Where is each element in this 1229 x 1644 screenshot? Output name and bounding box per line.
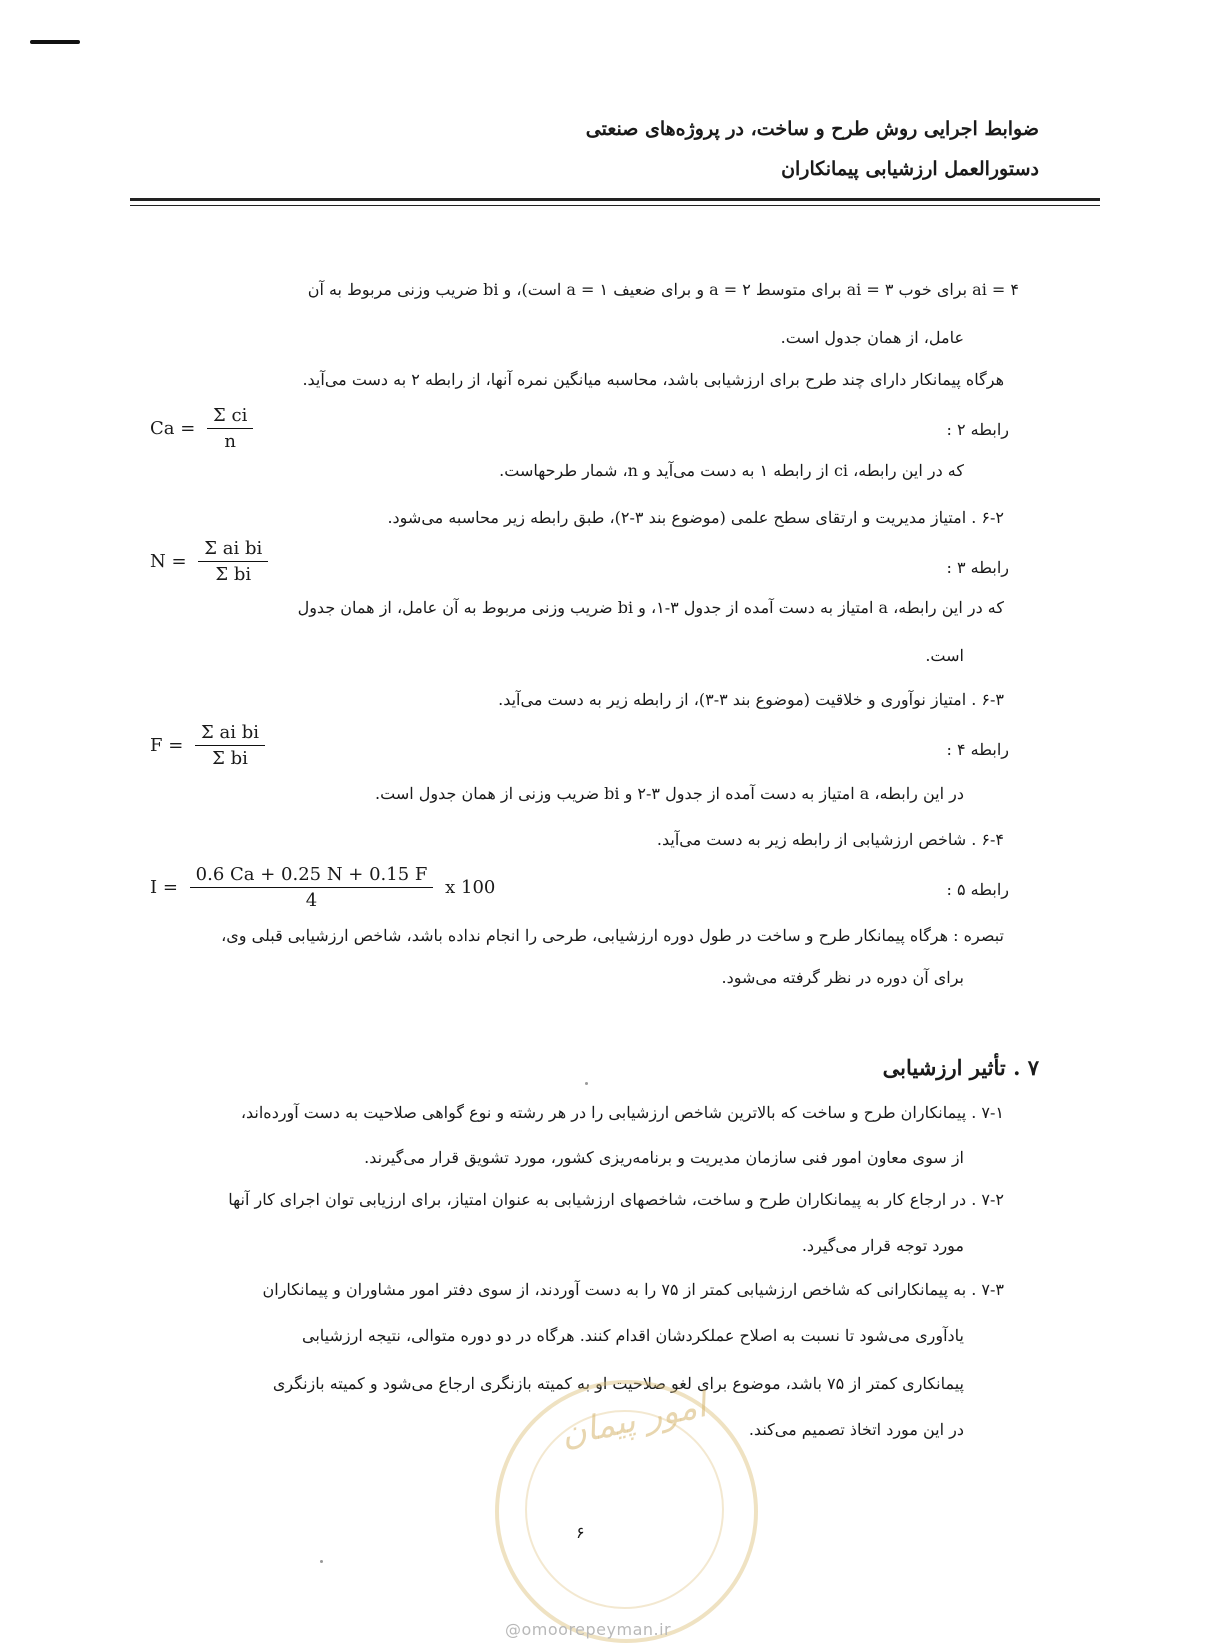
speck [585, 1082, 588, 1085]
section-7-2-line: ۷-۲ . در ارجاع کار به پیمانکاران طرح و ساخت، شاخصهای ارزشیابی به عنوان امتیاز، برای ارزیابی توان اجرای کار آنها [228, 1190, 1004, 1209]
paragraph-line: که در این رابطه، a امتیاز به دست آمده از جدول ۳-۱، و bi ضریب وزنی مربوط به آن عامل، از همان جدول [297, 598, 1004, 617]
section-7-3-line: پیمانکاری کمتر از ۷۵ باشد، موضوع برای لغو صلاحیت او به کمیته بازنگری ارجاع می‌شود و کمیته بازنگری [272, 1374, 964, 1393]
paragraph-line: ۴ = ai برای خوب ۳ = ai برای متوسط ۲ = a و برای ضعیف ۱ = a است)، و bi ضریب وزنی مربوط به آن [307, 280, 1019, 299]
header-subtitle: دستورالعمل ارزشیابی پیمانکاران [781, 158, 1039, 180]
relation-3-label: رابطه ۳ : [946, 558, 1009, 577]
relation-2-label: رابطه ۲ : [946, 420, 1009, 439]
paragraph: هرگاه پیمانکار دارای چند طرح برای ارزشیابی باشد، محاسبه میانگین نمره آنها، از رابطه ۲ به دست می‌آید. [302, 370, 1004, 389]
relation-4-label: رابطه ۴ : [946, 740, 1009, 759]
formula-5 [150, 864, 501, 911]
section-7-1-line: از سوی معاون امور فنی سازمان مدیریت و برنامه‌ریزی کشور، مورد تشویق قرار می‌گیرند. [364, 1148, 964, 1167]
formula-3-numerator: Σ ai bi [198, 538, 268, 562]
formula-2-denominator: n [224, 431, 236, 452]
watermark-text: امور پیمان [557, 1385, 710, 1455]
formula-5-lhs: I = [150, 877, 178, 898]
paragraph-line: عامل، از همان جدول است. [780, 328, 964, 347]
section-7-3-line: در این مورد اتخاذ تصمیم می‌کند. [748, 1420, 964, 1439]
formula-2-lhs: Ca = [150, 418, 196, 439]
section-7-3-line: یادآوری می‌شود تا نسبت به اصلاح عملکردشان اقدام کنند. هرگاه در دو دوره متوالی، نتیجه ارزشیابی [301, 1326, 964, 1345]
formula-5-tail: x 100 [445, 877, 496, 898]
section-7-heading: ۷ . تأثیر ارزشیابی [882, 1055, 1039, 1080]
paragraph: در این رابطه، a امتیاز به دست آمده از جدول ۳-۲ و bi ضریب وزنی از همان جدول است. [375, 784, 964, 803]
section-7-1-line: ۷-۱ . پیمانکاران طرح و ساخت که بالاترین شاخص ارزشیابی را در هر رشته و نوع گواهی صلاحیت به دست آورده‌اند، [240, 1103, 1004, 1122]
note-line: برای آن دوره در نظر گرفته می‌شود. [721, 968, 964, 987]
paragraph: که در این رابطه، ci از رابطه ۱ به دست می‌آید و n، شمار طرحهاست. [499, 461, 964, 480]
section-7-3-line: ۷-۳ . به پیمانکارانی که شاخص ارزشیابی کمتر از ۷۵ را به دست آوردند، از سوی دفتر امور مشاوران و پیمانکاران [262, 1280, 1004, 1299]
scan-mark [30, 40, 80, 44]
note-line: تبصره : هرگاه پیمانکار طرح و ساخت در طول دوره ارزشیابی، طرحی را انجام نداده باشد، شاخص ارزشیابی قبلی وی، [221, 926, 1004, 945]
formula-4-numerator: Σ ai bi [195, 722, 265, 746]
relation-5-label: رابطه ۵ : [946, 880, 1009, 899]
formula-3-lhs: N = [150, 551, 187, 572]
section-7-2-line: مورد توجه قرار می‌گیرد. [801, 1236, 964, 1255]
page-number: ۶ [576, 1523, 585, 1542]
header-title: ضوابط اجرایی روش طرح و ساخت، در پروژه‌های صنعتی [585, 118, 1039, 140]
header-rule-thick [130, 198, 1100, 201]
footer-url: @omoorepeyman.ir [505, 1620, 672, 1639]
formula-3 [150, 538, 268, 585]
formula-2 [150, 405, 253, 452]
formula-5-numerator: 0.6 Ca + 0.25 N + 0.15 F [190, 864, 434, 888]
section-6-2: ۶-۲ . امتیاز مدیریت و ارتقای سطح علمی (موضوع بند ۳-۲)، طبق رابطه زیر محاسبه می‌شود. [387, 508, 1004, 527]
formula-4-lhs: F = [150, 735, 184, 756]
formula-2-numerator: Σ ci [207, 405, 253, 429]
formula-4-denominator: Σ bi [212, 748, 248, 769]
section-6-3: ۶-۳ . امتیاز نوآوری و خلاقیت (موضوع بند ۳-۳)، از رابطه زیر به دست می‌آید. [498, 690, 1004, 709]
header-rule-thin [130, 205, 1100, 206]
speck [320, 1560, 323, 1563]
formula-4 [150, 722, 265, 769]
formula-3-denominator: Σ bi [215, 564, 252, 585]
formula-5-denominator: 4 [305, 890, 318, 911]
paragraph-line: است. [925, 646, 964, 665]
section-6-4: ۶-۴ . شاخص ارزشیابی از رابطه زیر به دست می‌آید. [656, 830, 1004, 849]
